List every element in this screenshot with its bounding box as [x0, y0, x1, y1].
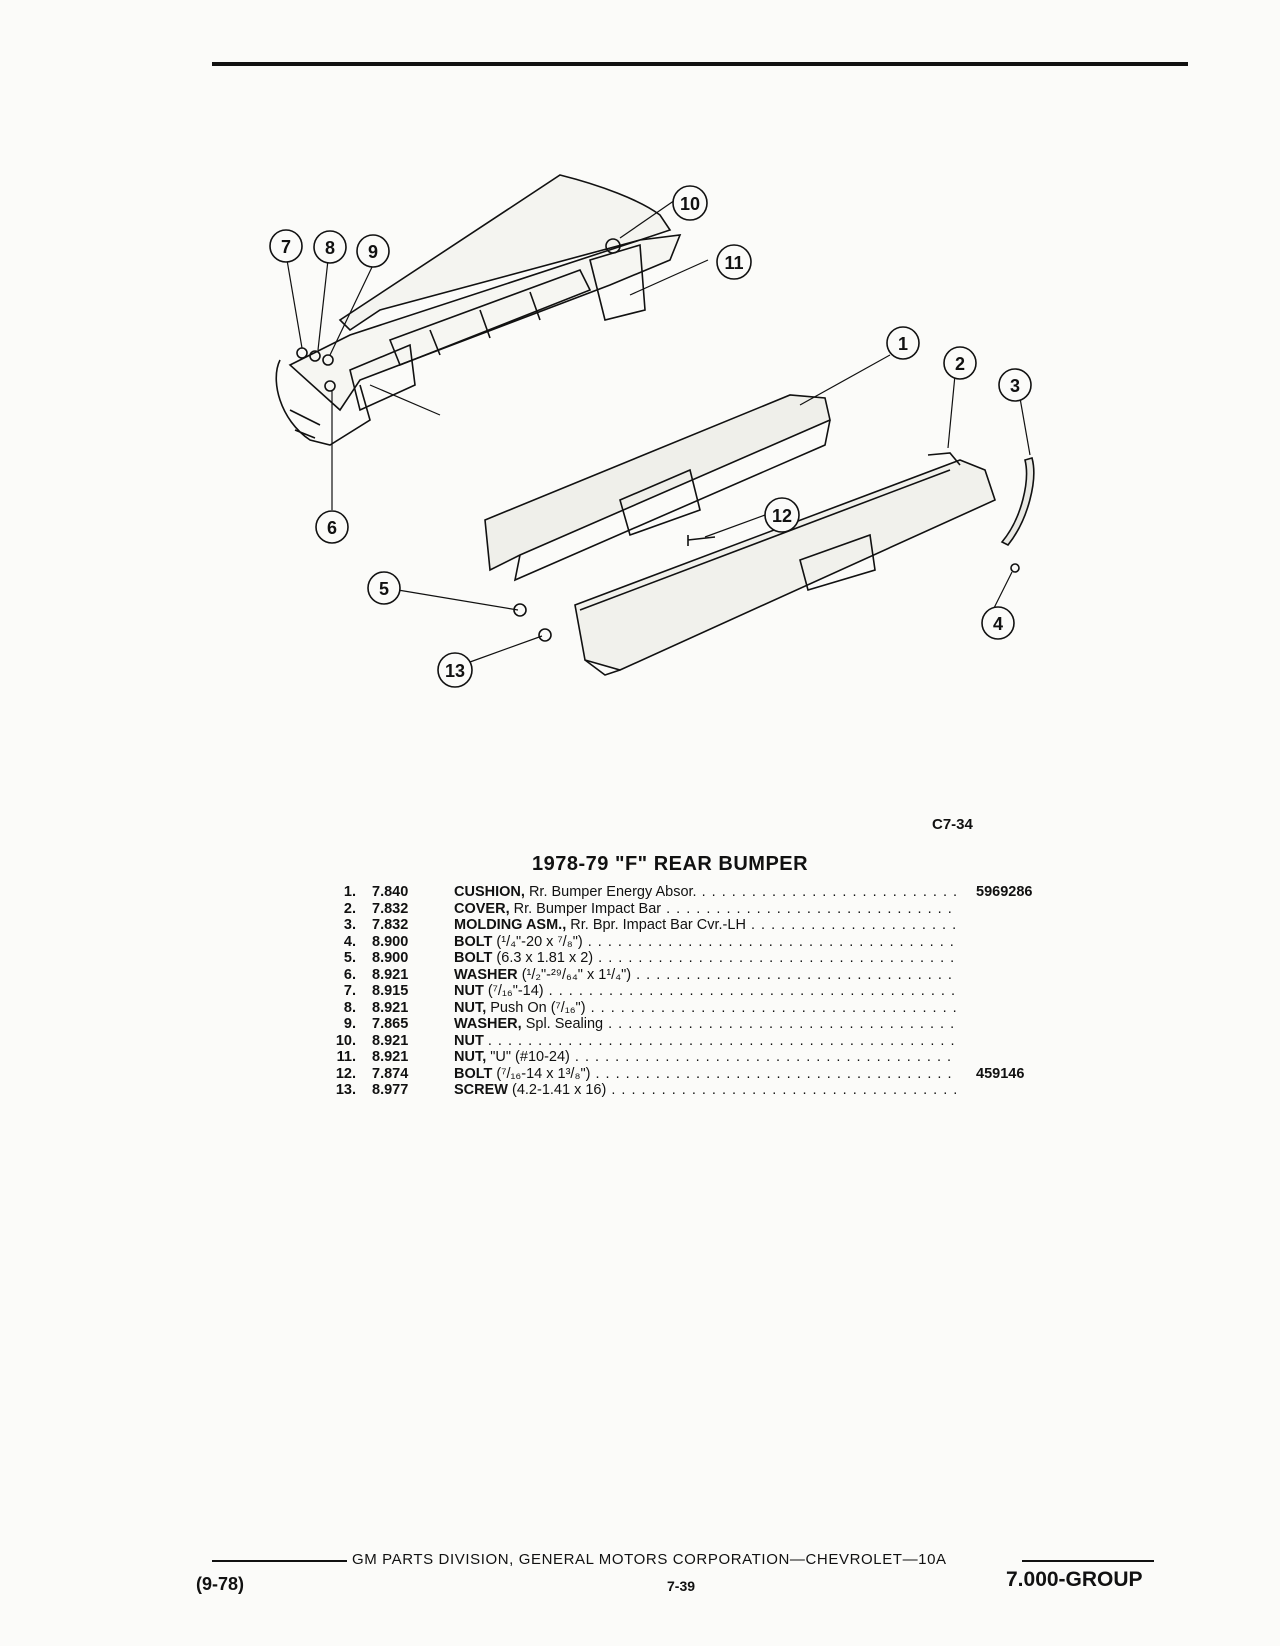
svg-text:3: 3 [1009, 376, 1021, 396]
svg-text:12: 12 [771, 506, 793, 526]
svg-text:5: 5 [378, 579, 390, 599]
part-name: NUT, [454, 999, 487, 1016]
item-number: 6. [343, 966, 356, 983]
footer-rule-right [1022, 1560, 1154, 1562]
page-title: 1978-79 "F" REAR BUMPER [532, 853, 809, 875]
part-name: WASHER, [454, 1016, 522, 1032]
part-description [454, 1082, 956, 1099]
part-detail: (4.2-1.41 x 16) [512, 1082, 607, 1098]
part-detail: Rr. Bumper Energy Absor. [528, 884, 697, 900]
part-name: SCREW [454, 1082, 508, 1098]
part-name: NUT [454, 1032, 484, 1049]
callout-5 [368, 572, 400, 604]
part-detail: (6.3 x 1.81 x 2) [496, 950, 594, 966]
svg-text:4: 4 [992, 614, 1004, 634]
svg-text:1: 1 [897, 334, 909, 354]
parts-row [330, 884, 1090, 901]
svg-text:2: 2 [954, 354, 966, 374]
group-number: 8.900 [372, 950, 409, 966]
parts-row [330, 1066, 1090, 1083]
part-description [454, 1016, 956, 1033]
part-name: BOLT [454, 1065, 493, 1082]
parts-list [330, 884, 1090, 1099]
item-number: 4. [343, 933, 356, 950]
part-description [454, 901, 956, 918]
item-number: 13. [335, 1082, 356, 1098]
item-number: 8. [343, 999, 356, 1016]
item-number: 10. [335, 1032, 356, 1049]
part-description [454, 1033, 956, 1050]
callout-13 [438, 653, 472, 687]
footer-group: 7.000-GROUP [1006, 1568, 1143, 1591]
part-detail: (⁷/₁₆-14 x 1³/₈") [496, 1065, 591, 1082]
callout-11 [717, 245, 751, 279]
svg-text:7: 7 [280, 237, 292, 257]
part-description [454, 884, 956, 901]
callout-1 [887, 327, 919, 359]
footer-rule-left [212, 1560, 347, 1562]
part-name: NUT, [454, 1049, 487, 1065]
part-description [454, 1066, 956, 1083]
callout-8 [314, 231, 346, 263]
part-detail: (¹/₂"-²⁹/₆₄" x 1¹/₄") [521, 966, 632, 983]
item-number: 1. [343, 884, 356, 900]
item-number: 12. [335, 1065, 356, 1082]
car-rear-body [276, 175, 680, 445]
part-number: 5969286 [976, 884, 1033, 900]
group-number: 7.832 [372, 900, 409, 917]
callout-9 [357, 235, 389, 267]
svg-text:9: 9 [367, 242, 379, 262]
svg-text:11: 11 [724, 253, 744, 273]
part-number: 459146 [976, 1065, 1025, 1082]
part-detail: (¹/₄"-20 x ⁷/₈") [496, 933, 583, 950]
callout-2 [944, 347, 976, 379]
callout-10 [673, 186, 707, 220]
parts-row [330, 1082, 1090, 1099]
group-number: 8.921 [372, 1032, 409, 1049]
svg-text:8: 8 [324, 238, 336, 258]
group-number: 7.874 [372, 1065, 409, 1082]
parts-row [330, 950, 1090, 967]
group-number: 8.977 [372, 1082, 409, 1098]
part-detail: Rr. Bpr. Impact Bar Cvr.-LH [570, 917, 746, 933]
part-detail: Spl. Sealing [525, 1016, 604, 1032]
item-number: 5. [343, 950, 356, 966]
callout-3 [999, 369, 1031, 401]
group-number: 8.915 [372, 983, 409, 999]
item-number: 9. [343, 1016, 356, 1032]
footer-date: (9-78) [196, 1574, 245, 1594]
parts-row [330, 983, 1090, 1000]
part-detail: (⁷/₁₆"-14) [487, 983, 544, 999]
parts-row [330, 1016, 1090, 1033]
part-name: CUSHION, [454, 884, 525, 900]
part-name: BOLT [454, 950, 493, 966]
part-description [454, 1049, 956, 1066]
footer-page-number: 7-39 [667, 1578, 696, 1594]
svg-text:13: 13 [444, 661, 466, 681]
part-detail: "U" (#10-24) [490, 1049, 570, 1065]
group-number: 7.865 [372, 1016, 409, 1032]
part-name: COVER, [454, 900, 510, 917]
parts-row [330, 917, 1090, 934]
group-number: 8.921 [372, 1049, 409, 1065]
part-name: WASHER [454, 966, 518, 983]
exploded-parts-diagram [260, 170, 1120, 750]
item-number: 2. [343, 900, 356, 917]
parts-row [330, 1049, 1090, 1066]
group-number: 7.832 [372, 917, 409, 933]
callout-6 [316, 511, 348, 543]
callout-7 [270, 230, 302, 262]
footer-publisher: GM PARTS DIVISION, GENERAL MOTORS CORPORATION—CHEVROLET—10A [352, 1551, 947, 1568]
part-detail: Rr. Bumper Impact Bar [513, 900, 662, 917]
part-description [454, 983, 956, 1000]
parts-row [330, 1033, 1090, 1050]
group-number: 8.921 [372, 999, 409, 1016]
svg-text:10: 10 [679, 194, 701, 214]
group-number: 8.921 [372, 966, 409, 983]
part-description [454, 950, 956, 967]
parts-row [330, 967, 1090, 984]
parts-row [330, 1000, 1090, 1017]
item-number: 7. [343, 983, 356, 999]
part-detail: Push On (⁷/₁₆") [490, 999, 586, 1016]
svg-text:6: 6 [326, 518, 338, 538]
part-description [454, 917, 956, 934]
part-name: MOLDING ASM., [454, 917, 567, 933]
part-description [454, 967, 956, 984]
molding-assembly [1002, 458, 1034, 545]
part-description [454, 1000, 956, 1017]
group-number: 8.900 [372, 933, 409, 950]
top-rule [212, 62, 1188, 66]
parts-row [330, 934, 1090, 951]
item-number: 3. [343, 917, 356, 933]
parts-row [330, 901, 1090, 918]
part-description [454, 934, 956, 951]
group-number: 7.840 [372, 884, 409, 900]
part-name: NUT [454, 983, 484, 999]
callout-12 [765, 498, 799, 532]
figure-code: C7-34 [932, 816, 973, 833]
callout-4 [982, 607, 1014, 639]
part-name: BOLT [454, 933, 493, 950]
item-number: 11. [336, 1049, 356, 1065]
